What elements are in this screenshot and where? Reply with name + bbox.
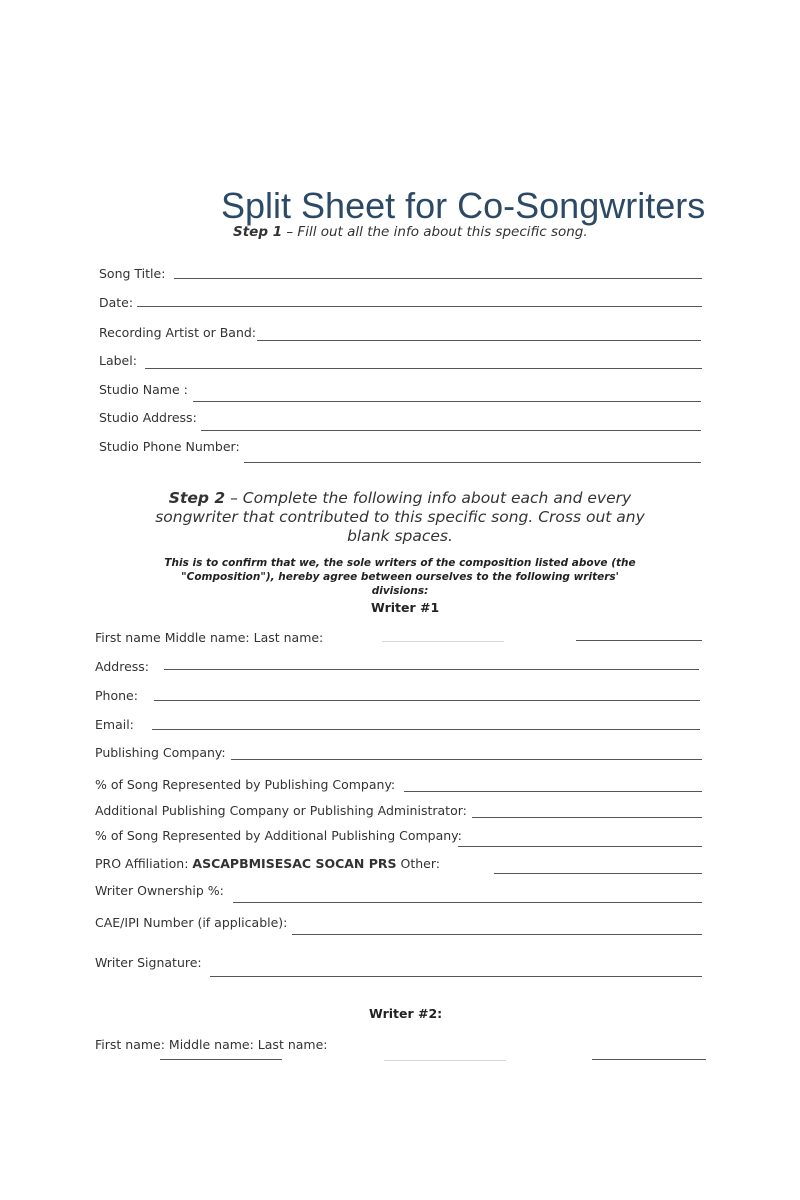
writer1-cae-label: CAE/IPI Number (if applicable): [95,915,288,930]
date-label: Date: [99,295,134,310]
writer1-ownership-field[interactable] [233,902,702,903]
writer1-ownership-label: Writer Ownership %: [95,883,224,898]
writer1-email-field[interactable] [152,729,700,730]
studio-phone-field[interactable] [244,462,701,463]
label-label: Label: [99,353,137,368]
step1-label: Step 1 [233,224,283,240]
recording-artist-label: Recording Artist or Band: [99,325,257,340]
writer1-phone-field[interactable] [154,700,700,701]
step1-text: – Fill out all the info about this specific song. [282,224,588,240]
writer1-pct-publishing-field[interactable] [404,791,702,792]
writer1-signature-label: Writer Signature: [95,955,202,970]
recording-artist-field[interactable] [257,340,701,341]
writer1-middle-name-field[interactable] [382,641,504,642]
writer2-name-label: First name: Middle name: Last name: [95,1037,328,1052]
studio-address-field[interactable] [201,430,701,431]
page-title: Split Sheet for Co-Songwriters [221,185,706,226]
date-field[interactable] [137,306,702,307]
writer1-publishing-label: Publishing Company: [95,745,226,760]
studio-name-field[interactable] [193,401,701,402]
studio-name-label: Studio Name : [99,382,188,397]
step2-instruction [155,489,645,546]
writer2-middle-name-field[interactable] [384,1060,506,1061]
writer1-additional-publishing-field[interactable] [472,817,702,818]
writer2-first-name-field[interactable] [160,1059,282,1060]
writer1-email-label: Email: [95,717,134,732]
writer1-pro-other-field[interactable] [494,873,702,874]
step2-text: – Complete the following info about each and every songwriter that contributed to this specific song. Cross out any blank spaces. [155,489,645,545]
writer1-signature-field[interactable] [210,976,702,977]
writer1-pct-publishing-label: % of Song Represented by Publishing Company: [95,777,396,792]
writer1-last-name-field[interactable] [576,640,702,641]
writer1-additional-publishing-label: Additional Publishing Company or Publishing Administrator: [95,803,467,818]
writer2-last-name-field[interactable] [592,1059,706,1060]
writer1-name-label: First name Middle name: Last name: [95,630,324,645]
step2-label: Step 2 [168,489,226,507]
confirmation-statement: This is to confirm that we, the sole writers of the composition listed above (the "Composition"), hereby agree between ourselves to the following writers' divisions: [164,557,636,597]
writer1-pct-additional-label: % of Song Represented by Additional Publishing Company: [95,828,462,843]
writer1-address-label: Address: [95,659,149,674]
writer1-pro-options[interactable]: ASCAPBMISESAC SOCAN PRS [192,856,397,871]
writer1-pro-affiliation [95,856,440,871]
song-title-field[interactable] [174,278,702,279]
writer1-address-field[interactable] [164,669,699,670]
writer1-phone-label: Phone: [95,688,138,703]
writer1-pro-label: PRO Affiliation: [95,856,193,871]
writer1-cae-field[interactable] [292,934,702,935]
writer1-pro-other-label: Other: [396,856,441,871]
writer1-pct-additional-field[interactable] [458,846,702,847]
writer2-heading: Writer #2: [369,1006,443,1021]
step1-instruction [233,224,588,240]
writer1-heading: Writer #1 [371,600,440,615]
studio-address-label: Studio Address: [99,410,197,425]
studio-phone-label: Studio Phone Number: [99,439,240,454]
song-title-label: Song Title: [99,266,166,281]
label-field[interactable] [145,368,702,369]
writer1-publishing-field[interactable] [231,759,702,760]
